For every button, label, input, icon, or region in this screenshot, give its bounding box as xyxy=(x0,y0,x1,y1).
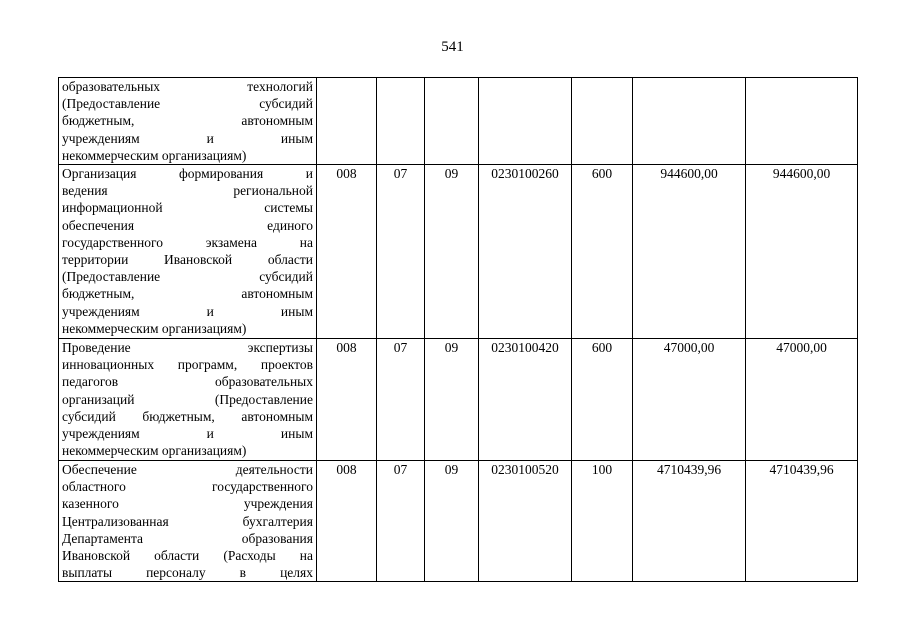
expense-type-code xyxy=(572,78,633,165)
description-line: Проведение экспертизы xyxy=(62,340,313,356)
section-code: 07 xyxy=(377,461,425,582)
description-line: педагогов образовательных xyxy=(62,374,313,390)
description-line: некоммерческим организациям) xyxy=(62,320,247,336)
description-line: учреждениям и иным xyxy=(62,303,313,319)
expense-type-code: 600 xyxy=(572,165,633,339)
table-row xyxy=(59,339,858,461)
description-line: областного государственного xyxy=(62,479,313,495)
description-line: Обеспечение деятельности xyxy=(62,462,313,478)
amount-2 xyxy=(746,78,858,165)
section-code xyxy=(377,78,425,165)
row-description xyxy=(59,339,317,461)
amount-1: 47000,00 xyxy=(633,339,746,461)
description-line: государственного экзамена на xyxy=(62,234,313,250)
target-article-code xyxy=(479,78,572,165)
description-line: Ивановской области (Расходы на xyxy=(62,548,313,564)
ministry-code xyxy=(317,78,377,165)
description-line: казенного учреждения xyxy=(62,496,313,512)
description-line: (Предоставление субсидий xyxy=(62,269,313,285)
row-description xyxy=(59,165,317,339)
description-line: (Предоставление субсидий xyxy=(62,96,313,112)
description-line: учреждениям и иным xyxy=(62,130,313,146)
amount-1 xyxy=(633,78,746,165)
description-line: обеспечения единого xyxy=(62,217,313,233)
description-line: Централизованная бухгалтерия xyxy=(62,513,313,529)
page-number: 541 xyxy=(441,39,464,55)
table-row xyxy=(59,461,858,582)
table-row xyxy=(59,165,858,339)
amount-2: 944600,00 xyxy=(746,165,858,339)
description-line: образовательных технологий xyxy=(62,79,313,94)
description-line: Департамента образования xyxy=(62,530,313,546)
row-description xyxy=(59,78,317,165)
subsection-code: 09 xyxy=(425,165,479,339)
description-line: информационной системы xyxy=(62,200,313,216)
subsection-code: 09 xyxy=(425,339,479,461)
section-code: 07 xyxy=(377,339,425,461)
table-body xyxy=(59,78,858,582)
amount-1: 944600,00 xyxy=(633,165,746,339)
description-line: бюджетным, автономным xyxy=(62,286,313,302)
description-line: Организация формирования и xyxy=(62,166,313,182)
description-line: некоммерческим организациям) xyxy=(62,147,247,163)
description-line: субсидий бюджетным, автономным xyxy=(62,408,313,424)
description-line: выплаты персоналу в целях xyxy=(62,565,313,581)
description-line: некоммерческим организациям) xyxy=(62,443,247,459)
ministry-code: 008 xyxy=(317,339,377,461)
amount-2: 4710439,96 xyxy=(746,461,858,582)
description-line: организаций (Предоставление xyxy=(62,391,313,407)
description-line: ведения региональной xyxy=(62,183,313,199)
description-line: территории Ивановской области xyxy=(62,252,313,268)
subsection-code: 09 xyxy=(425,461,479,582)
expense-type-code: 100 xyxy=(572,461,633,582)
expense-type-code: 600 xyxy=(572,339,633,461)
section-code: 07 xyxy=(377,165,425,339)
target-article-code: 0230100420 xyxy=(479,339,572,461)
budget-table xyxy=(58,77,858,582)
description-line: учреждениям и иным xyxy=(62,426,313,442)
ministry-code: 008 xyxy=(317,461,377,582)
amount-2: 47000,00 xyxy=(746,339,858,461)
amount-1: 4710439,96 xyxy=(633,461,746,582)
row-description xyxy=(59,461,317,582)
subsection-code xyxy=(425,78,479,165)
ministry-code: 008 xyxy=(317,165,377,339)
target-article-code: 0230100260 xyxy=(479,165,572,339)
description-line: бюджетным, автономным xyxy=(62,113,313,129)
description-line: инновационных программ, проектов xyxy=(62,357,313,373)
table-row xyxy=(59,78,858,165)
target-article-code: 0230100520 xyxy=(479,461,572,582)
